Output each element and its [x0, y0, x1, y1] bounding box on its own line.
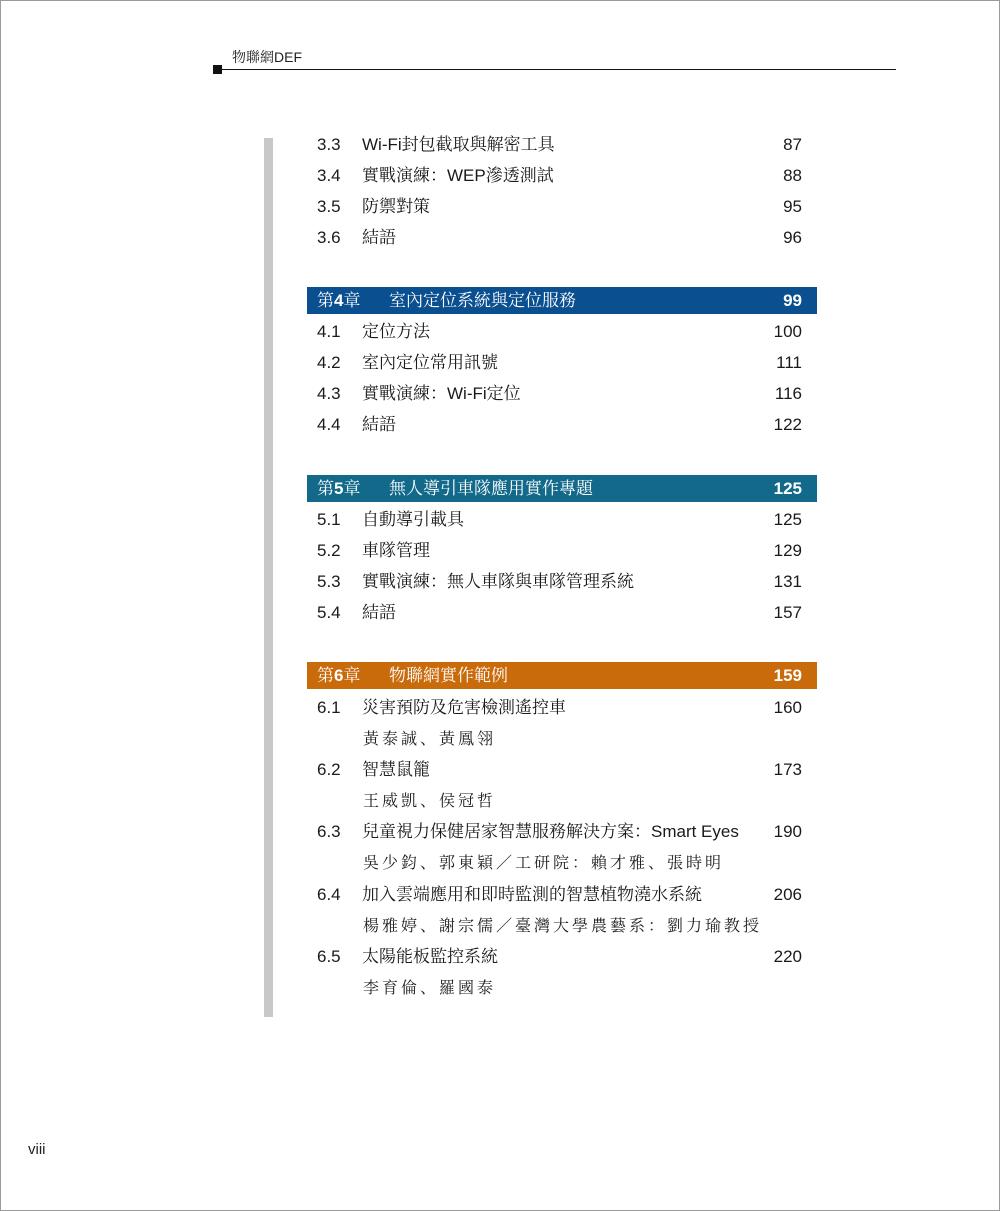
chapter-label-suffix: 章: [343, 479, 361, 498]
toc-entry[interactable]: [307, 318, 817, 346]
header-rule: [222, 69, 896, 70]
entry-authors: 王威凱、侯冠哲: [363, 791, 497, 810]
toc-entry[interactable]: [307, 599, 817, 627]
chapter-label-number: 6: [334, 666, 344, 685]
entry-title: Wi-Fi封包截取與解密工具: [362, 135, 555, 154]
chapter-title: 無人導引車隊應用實作專題: [389, 479, 593, 498]
chapter-label: [317, 287, 360, 314]
toc-entry[interactable]: [307, 131, 817, 159]
toc-entry[interactable]: [307, 380, 817, 408]
entry-page: 100: [773, 322, 802, 341]
toc-entry[interactable]: [307, 881, 817, 909]
chapter-page: 99: [783, 291, 802, 310]
page-number: viii: [28, 1141, 46, 1158]
entry-number: 5.1: [317, 510, 341, 529]
chapter-banner-4[interactable]: [307, 287, 817, 314]
entry-number: 4.1: [317, 322, 341, 341]
chapter-page: 159: [773, 666, 802, 685]
entry-page: 190: [773, 822, 802, 841]
entry-page: 122: [773, 415, 802, 434]
entry-number: 4.3: [317, 384, 341, 403]
entry-title: 結語: [362, 415, 396, 434]
entry-number: 5.2: [317, 541, 341, 560]
entry-page: 131: [773, 572, 802, 591]
entry-number: 5.4: [317, 603, 341, 622]
entry-number: 6.2: [317, 760, 341, 779]
toc-entry[interactable]: [307, 162, 817, 190]
entry-page: 160: [773, 698, 802, 717]
entry-number: 3.4: [317, 166, 341, 185]
chapter-label-number: 4: [334, 291, 344, 310]
toc-entry[interactable]: [307, 568, 817, 596]
chapter-label-prefix: 第: [317, 479, 334, 498]
toc-entry[interactable]: [307, 224, 817, 252]
chapter-page: 125: [773, 479, 802, 498]
entry-number: 3.5: [317, 197, 341, 216]
entry-page: 96: [783, 228, 802, 247]
entry-number: 3.3: [317, 135, 341, 154]
entry-title: 車隊管理: [362, 541, 430, 560]
entry-page: 129: [773, 541, 802, 560]
chapter-label-prefix: 第: [317, 666, 334, 685]
chapter-title: 物聯網實作範例: [389, 666, 508, 685]
entry-number: 4.4: [317, 415, 341, 434]
entry-authors: 李育倫、羅國泰: [363, 978, 497, 997]
toc-entry[interactable]: [307, 818, 817, 846]
entry-title: 自動導引載具: [362, 510, 464, 529]
entry-title: 定位方法: [362, 322, 430, 341]
chapter-label-prefix: 第: [317, 291, 334, 310]
toc-entry[interactable]: [307, 349, 817, 377]
entry-authors: 黃泰誠、黃鳳翎: [363, 729, 497, 748]
entry-title: 兒童視力保健居家智慧服務解決方案：Smart Eyes: [362, 822, 739, 841]
toc-entry[interactable]: [307, 694, 817, 722]
entry-number: 6.3: [317, 822, 341, 841]
chapter-label: [317, 662, 360, 689]
entry-number: 5.3: [317, 572, 341, 591]
entry-page: 206: [773, 885, 802, 904]
header-square-marker: [213, 65, 222, 74]
entry-authors: 吳少鈞、郭東穎／工研院：賴才雅、張時明: [363, 853, 725, 872]
entry-page: 125: [773, 510, 802, 529]
entry-title: 實戰演練：無人車隊與車隊管理系統: [362, 572, 634, 591]
chapter-banner-5[interactable]: [307, 475, 817, 502]
entry-title: 智慧鼠籠: [362, 760, 430, 779]
running-title: 物聯網DEF: [232, 49, 302, 65]
entry-number: 3.6: [317, 228, 341, 247]
chapter-label: [317, 475, 360, 502]
entry-title: 結語: [362, 603, 396, 622]
chapter-label-suffix: 章: [343, 666, 361, 685]
entry-authors: 楊雅婷、謝宗儒／臺灣大學農藝系：劉力瑜教授: [363, 916, 763, 935]
chapter-label-suffix: 章: [343, 291, 361, 310]
entry-title: 太陽能板監控系統: [362, 947, 498, 966]
entry-page: 116: [774, 384, 802, 403]
entry-number: 6.5: [317, 947, 341, 966]
toc-entry[interactable]: [307, 756, 817, 784]
entry-page: 220: [773, 947, 802, 966]
entry-title: 實戰演練：WEP滲透測試: [362, 166, 554, 185]
entry-title: 室內定位常用訊號: [362, 353, 498, 372]
entry-page: 87: [783, 135, 802, 154]
entry-page: 173: [773, 760, 802, 779]
entry-number: 4.2: [317, 353, 341, 372]
toc-entry[interactable]: [307, 537, 817, 565]
toc-entry[interactable]: [307, 411, 817, 439]
entry-number: 6.1: [317, 698, 341, 717]
toc-entry[interactable]: [307, 943, 817, 971]
entry-number: 6.4: [317, 885, 341, 904]
entry-page: 111: [776, 353, 802, 372]
entry-page: 95: [783, 197, 802, 216]
entry-title: 防禦對策: [362, 197, 430, 216]
side-bar: [264, 138, 273, 1017]
entry-title: 災害預防及危害檢測遙控車: [362, 698, 566, 717]
entry-title: 實戰演練：Wi-Fi定位: [362, 384, 521, 403]
toc-entry[interactable]: [307, 506, 817, 534]
entry-page: 88: [783, 166, 802, 185]
chapter-title: 室內定位系統與定位服務: [389, 291, 576, 310]
chapter-banner-6[interactable]: [307, 662, 817, 689]
entry-page: 157: [773, 603, 802, 622]
entry-title: 加入雲端應用和即時監測的智慧植物澆水系統: [362, 885, 702, 904]
entry-title: 結語: [362, 228, 396, 247]
toc-entry[interactable]: [307, 193, 817, 221]
chapter-label-number: 5: [334, 479, 344, 498]
